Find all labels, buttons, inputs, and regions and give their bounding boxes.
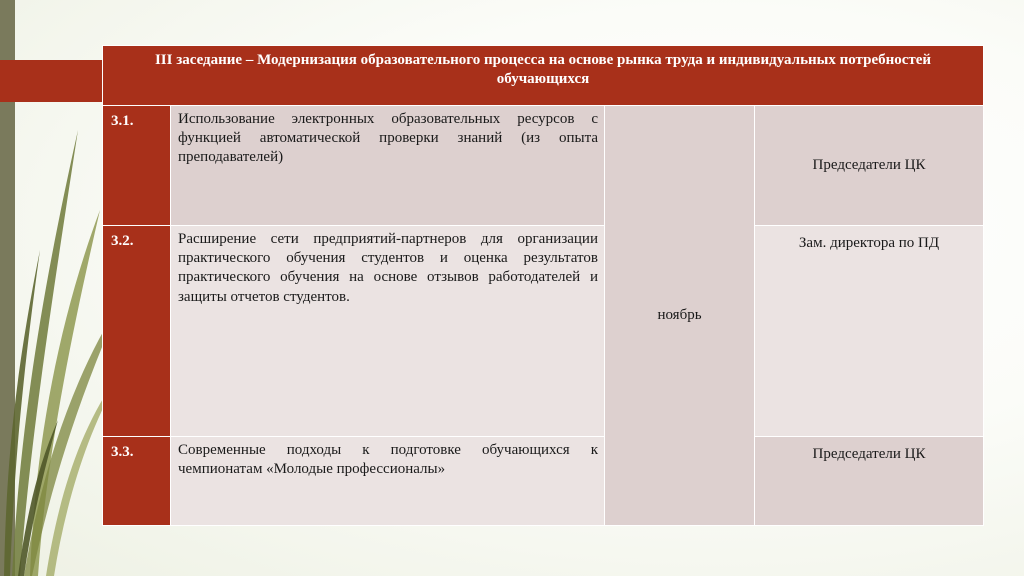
item-responsible: Зам. директора по ПД [755,226,984,437]
item-number: 3.3. [103,437,171,526]
item-number: 3.2. [103,226,171,437]
table-row [103,437,984,526]
item-topic: Использование электронных образовательных ресурсов с функцией автоматической проверки знаний (из опыта преподавателей) [171,106,605,226]
item-responsible: Председатели ЦК [755,106,984,226]
table-row [103,106,984,226]
month-cell: ноябрь [605,106,755,526]
agenda-table [102,45,984,526]
item-number: 3.1. [103,106,171,226]
item-topic: Расширение сети предприятий-партнеров для организации практического обучения студентов и оценка результатов практического обучения на основе отзывов работодателей и защиты отчетов студентов. [171,226,605,437]
session-title: III заседание – Модернизация образовательного процесса на основе рынка труда и индивидуальных потребностей обучающихся [103,46,984,106]
table-row [103,226,984,437]
item-topic: Современные подходы к подготовке обучающихся к чемпионатам «Молодые профессионалы» [171,437,605,526]
accent-bar [0,60,104,102]
item-responsible: Председатели ЦК [755,437,984,526]
table-header-row [103,46,984,106]
